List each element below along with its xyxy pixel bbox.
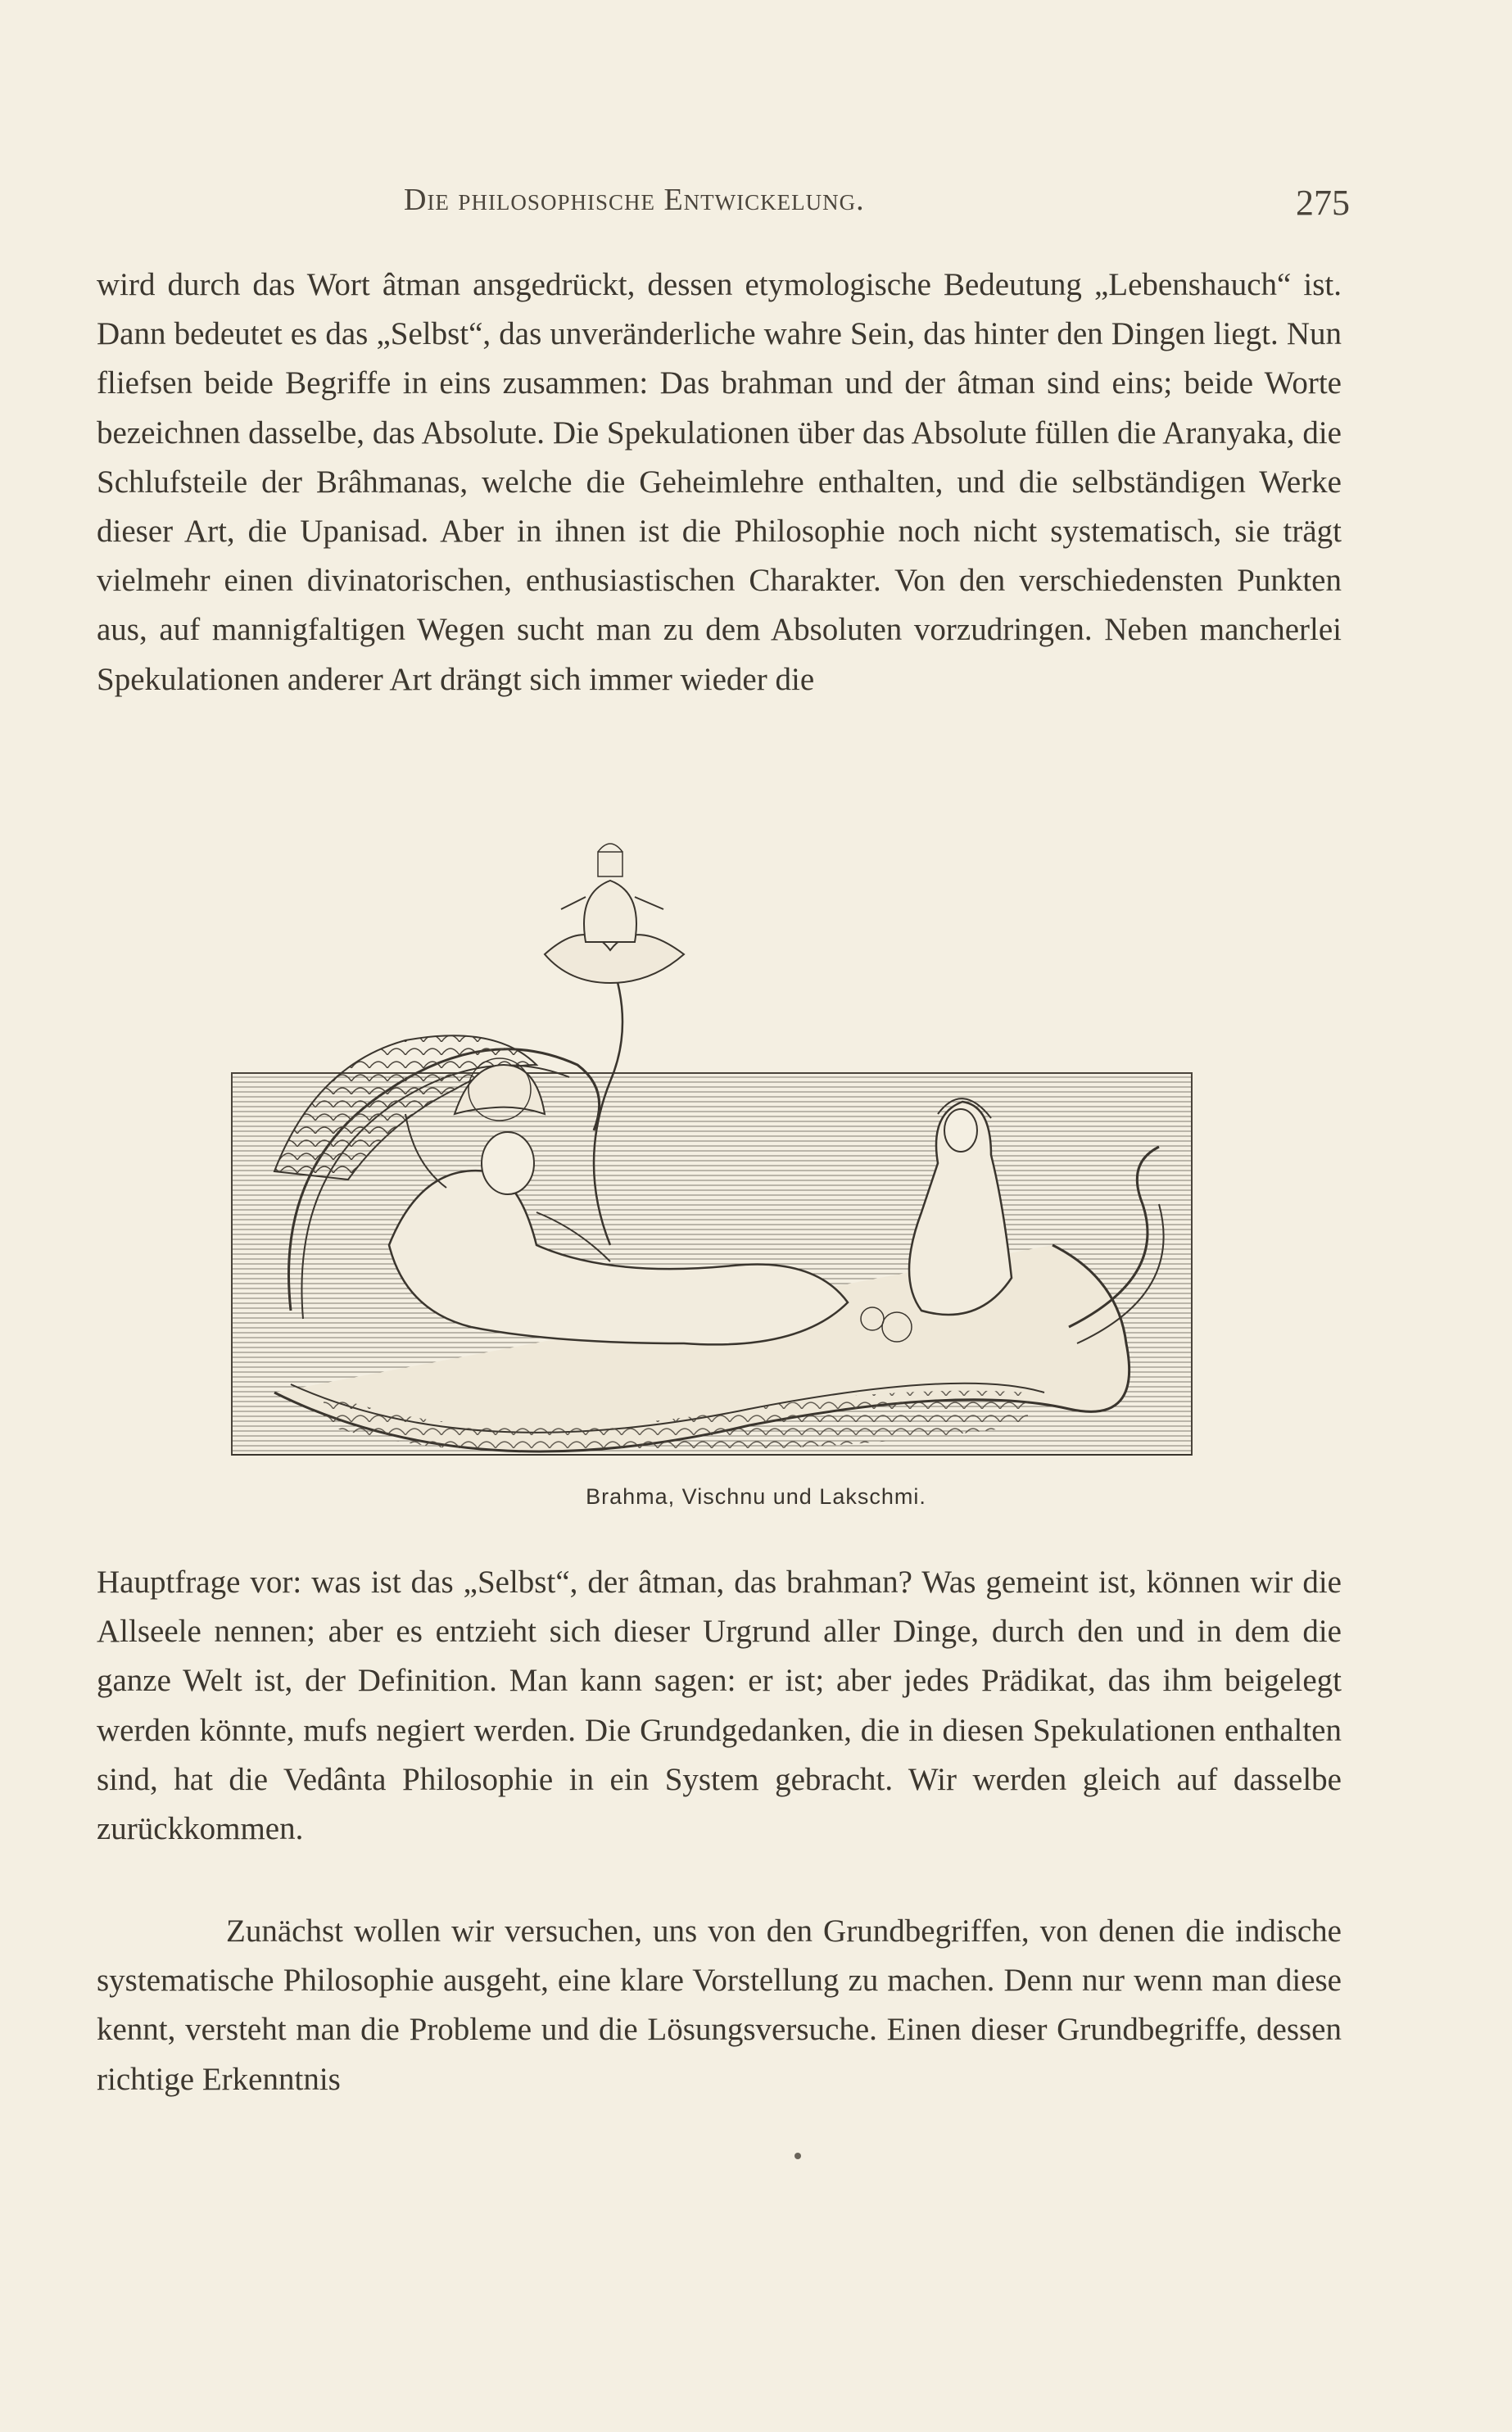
paragraph-3: Zunächst wollen wir versuchen, uns von den Grundbegriffen, von denen die indische systematische Philosophie ausgeht, eine klare Vorstellung zu machen. Denn nur wenn man diese kennt, versteht man die Probleme und die Lösungsversuche. Einen dieser Grundbegriffe, dessen richtige Erkenntnis bbox=[97, 1913, 1342, 2097]
running-title: Die philosophische Entwickelung. bbox=[404, 183, 865, 217]
running-header bbox=[97, 182, 1350, 231]
figure-caption: Brahma, Vischnu und Lakschmi. bbox=[586, 1484, 926, 1509]
printers-dot bbox=[794, 2153, 801, 2159]
brahma-vishnu-lakshmi-engraving bbox=[225, 819, 1208, 1466]
illustration bbox=[225, 819, 1208, 1466]
paragraph-2: Hauptfrage vor: was ist das „Selbst“, der âtman, das brahman? Was gemeint ist, können wir die Allseele nennen; aber es entzieht sich dieser Urgrund aller Dinge, durch den und in dem die ganze Welt ist, der Definition. Man kann sagen: er ist; aber jedes Prädikat, das ihm beigelegt werden könnte, mufs negiert werden. Die Grundgedanken, die in diesen Spekulationen enthalten sind, hat die Vedânta Philosophie in ein System gebracht. Wir werden gleich auf dasselbe zurückkommen. bbox=[97, 1565, 1342, 1847]
paragraph-1: wird durch das Wort âtman ansgedrückt, dessen etymologische Bedeutung „Lebenshauch“ ist. Dann bedeutet es das „Selbst“, das unveränderliche wahre Sein, das hinter den Dingen liegt. Nun fliefsen beide Begriffe in eins zusammen: Das brahman und der âtman sind eins; beide Worte bezeichnen dasselbe, das Absolute. Die Spekulationen über das Absolute füllen die Aranyaka, die Schlufsteile der Brâhmanas, welche die Geheimlehre enthalten, und die selbständigen Werke dieser Art, die Upanisad. Aber in ihnen ist die Philosophie noch nicht systematisch, sie trägt vielmehr einen divinatorischen, enthusiastischen Charakter. Von den verschiedensten Punkten aus, auf mannigfaltigen Wegen sucht man zu dem Absoluten vorzudringen. Neben mancherlei Spekulationen anderer Art drängt sich immer wieder die bbox=[97, 267, 1342, 697]
page-number: 275 bbox=[1296, 183, 1350, 223]
